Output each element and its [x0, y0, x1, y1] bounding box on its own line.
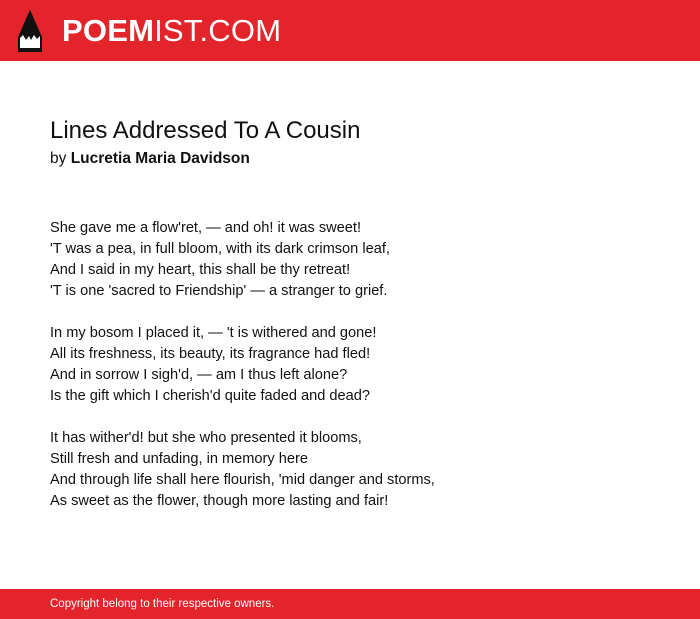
site-footer [0, 589, 700, 619]
logo-bold-text: POEM [62, 13, 155, 48]
poem-line: And through life shall here flourish, 'mid danger and storms, [50, 472, 435, 488]
poem-line: Is the gift which I cherish'd quite faded and dead? [50, 388, 371, 404]
by-label: by [50, 150, 67, 167]
poem-line: As sweet as the flower, though more lasting and fair! [50, 493, 389, 509]
poem-title: Lines Addressed To A Cousin [50, 117, 361, 144]
copyright-text: Copyright belong to their respective owners. [50, 598, 275, 610]
poem-line: In my bosom I placed it, — 't is withered and gone! [50, 325, 377, 341]
poem-line: 'T was a pea, in full bloom, with its dark crimson leaf, [50, 241, 390, 257]
poem-byline [50, 148, 250, 170]
poem-line: 'T is one 'sacred to Friendship' — a stranger to grief. [50, 283, 388, 299]
site-logo[interactable] [62, 13, 281, 49]
poem-line: Still fresh and unfading, in memory here [50, 451, 308, 467]
author-name: Lucretia Maria Davidson [70, 150, 250, 167]
poem-line: She gave me a flow'ret, — and oh! it was sweet! [50, 220, 362, 236]
poem-line: All its freshness, its beauty, its fragrance had fled! [50, 346, 371, 362]
pencil-icon[interactable] [18, 10, 42, 52]
poem-line: And in sorrow I sigh'd, — am I thus left alone? [50, 367, 348, 383]
stanza [50, 323, 670, 407]
poem-body [50, 218, 670, 533]
stanza [50, 428, 670, 512]
poem-line: And I said in my heart, this shall be thy retreat! [50, 262, 351, 278]
site-header [0, 0, 700, 61]
stanza [50, 218, 670, 302]
logo-light-text: IST.COM [154, 13, 282, 48]
poem-line: It has wither'd! but she who presented it blooms, [50, 430, 362, 446]
